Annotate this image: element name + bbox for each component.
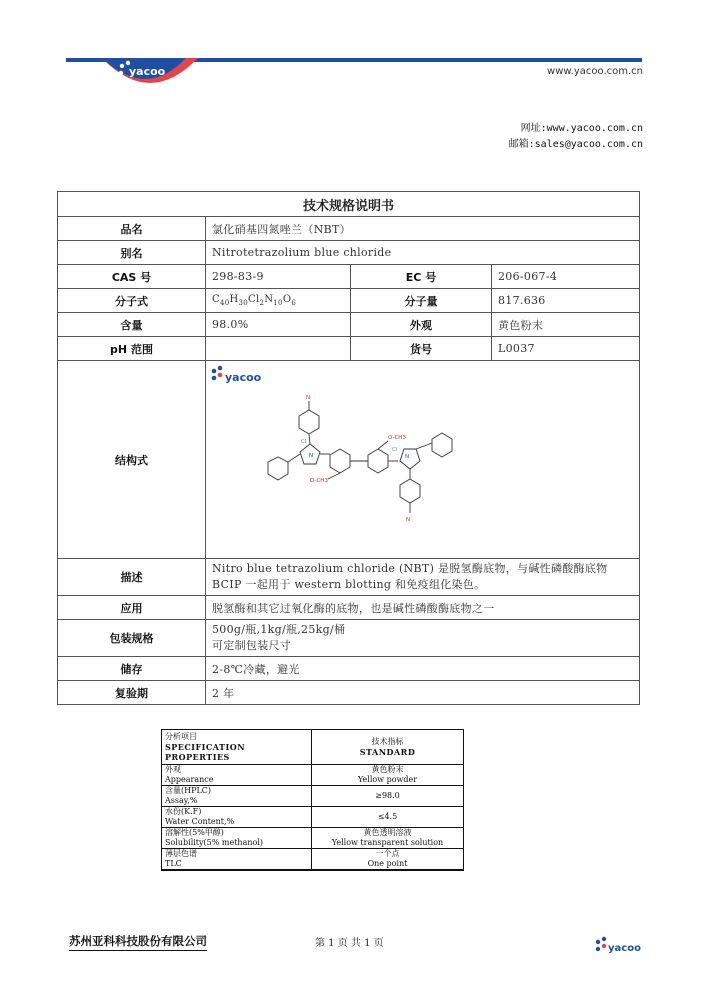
svg-text:yacoo: yacoo xyxy=(608,943,641,954)
label-description: 描述 xyxy=(58,559,206,596)
label-retest: 复验期 xyxy=(58,681,206,705)
label-cas: CAS 号 xyxy=(58,265,206,289)
header-website[interactable]: www.yacoo.com.cn xyxy=(547,66,643,77)
value-description: Nitro blue tetrazolium chloride (NBT) 是脱氢酶底物，与碱性磷酸酶底物 BCIP 一起用于 western blotting 和免疫组化染色。 xyxy=(206,559,640,596)
svg-text:O-CH3: O-CH3 xyxy=(310,478,328,484)
spec-row-name xyxy=(58,217,640,241)
label-structure: 结构式 xyxy=(58,361,206,559)
label-packaging: 包装规格 xyxy=(58,620,206,657)
value-alias: Nitrotetrazolium blue chloride xyxy=(206,241,640,265)
analysis-col2-header: 技术指标 STANDARD xyxy=(312,730,464,765)
svg-text:O-CH3: O-CH3 xyxy=(388,435,406,441)
contact-block xyxy=(509,121,643,153)
value-mw: 817.636 xyxy=(492,289,640,313)
yacoo-logo xyxy=(102,52,198,90)
analysis-row-solubility: 溶解性(5%甲醇) Solubility(5% methanol) 黄色透明溶液 Yellow transparent solution xyxy=(162,828,464,849)
footer-page-info: 第 1 页 共 1 页 xyxy=(315,938,384,949)
label-application: 应用 xyxy=(58,596,206,620)
analysis-header-row xyxy=(162,730,464,765)
analysis-row-appearance: 外观 Appearance 黄色粉末 Yellow powder xyxy=(162,765,464,786)
spec-row-ph xyxy=(58,337,640,361)
spec-row-packaging xyxy=(58,620,640,657)
svg-text:N: N xyxy=(405,454,410,460)
label-appearance: 外观 xyxy=(351,313,492,337)
spec-row-storage xyxy=(58,657,640,681)
label-alias: 别名 xyxy=(58,241,206,265)
analysis-row-tlc: 薄层色谱 TLC 一个点 One point xyxy=(162,849,464,871)
svg-text:N: N xyxy=(309,453,314,459)
value-formula: $C_{40}H_{30}Cl_2N_{10}O_6$ xyxy=(206,289,351,313)
svg-text:Cl: Cl xyxy=(301,439,307,445)
structure-logo xyxy=(212,366,262,384)
logo-wordmark: yacoo xyxy=(129,65,166,78)
spec-row-application xyxy=(58,596,640,620)
value-name: 氯化硝基四氮唑兰（NBT） xyxy=(206,217,640,241)
value-application: 脱氢酶和其它过氧化酶的底物，也是碱性磷酸酶底物之一 xyxy=(206,596,640,620)
label-name: 品名 xyxy=(58,217,206,241)
analysis-row-water: 水份(K.F) Water Content,% ≤4.5 xyxy=(162,807,464,828)
label-ec: EC 号 xyxy=(351,265,492,289)
spec-title: 技术规格说明书 xyxy=(58,192,640,217)
spec-row-alias xyxy=(58,241,640,265)
svg-text:N: N xyxy=(406,517,411,523)
molecule xyxy=(268,401,452,513)
value-ec: 206-067-4 xyxy=(492,265,640,289)
spec-row-formula xyxy=(58,289,640,313)
value-ph xyxy=(206,337,351,361)
spec-title-row xyxy=(58,192,640,217)
contact-email[interactable]: 邮箱:sales@yacoo.com.cn xyxy=(508,139,643,150)
value-cas: 298-83-9 xyxy=(206,265,351,289)
label-storage: 储存 xyxy=(58,657,206,681)
label-content: 含量 xyxy=(58,313,206,337)
svg-text:N: N xyxy=(306,395,311,401)
label-formula: 分子式 xyxy=(58,289,206,313)
analysis-table xyxy=(161,729,464,871)
structure-diagram xyxy=(206,361,638,555)
value-content: 98.0% xyxy=(206,313,351,337)
spec-row-content xyxy=(58,313,640,337)
value-catalog: L0037 xyxy=(492,337,640,361)
svg-text:Cl: Cl xyxy=(392,447,398,453)
structure-cell xyxy=(206,361,640,559)
spec-row-retest xyxy=(58,681,640,705)
spec-row-structure xyxy=(58,361,640,559)
value-packaging: 500g/瓶,1kg/瓶,25kg/桶 可定制包装尺寸 xyxy=(206,620,640,657)
value-appearance: 黄色粉末 xyxy=(492,313,640,337)
spec-row-cas xyxy=(58,265,640,289)
footer-company: 苏州亚科科技股份有限公司 xyxy=(69,933,207,951)
label-ph: pH 范围 xyxy=(58,337,206,361)
label-mw: 分子量 xyxy=(351,289,492,313)
value-retest: 2 年 xyxy=(206,681,640,705)
spec-table xyxy=(57,191,640,705)
value-storage: 2-8℃冷藏，避光 xyxy=(206,657,640,681)
footer-logo xyxy=(594,934,644,956)
analysis-col1-header: 分析项目 SPECIFICATION PROPERTIES xyxy=(162,730,312,765)
analysis-row-assay: 含量(HPLC) Assay,% ≥98.0 xyxy=(162,786,464,807)
label-catalog: 货号 xyxy=(351,337,492,361)
contact-website[interactable]: 网址:www.yacoo.com.cn xyxy=(520,123,643,134)
svg-text:yacoo: yacoo xyxy=(225,371,262,384)
spec-row-description xyxy=(58,559,640,596)
